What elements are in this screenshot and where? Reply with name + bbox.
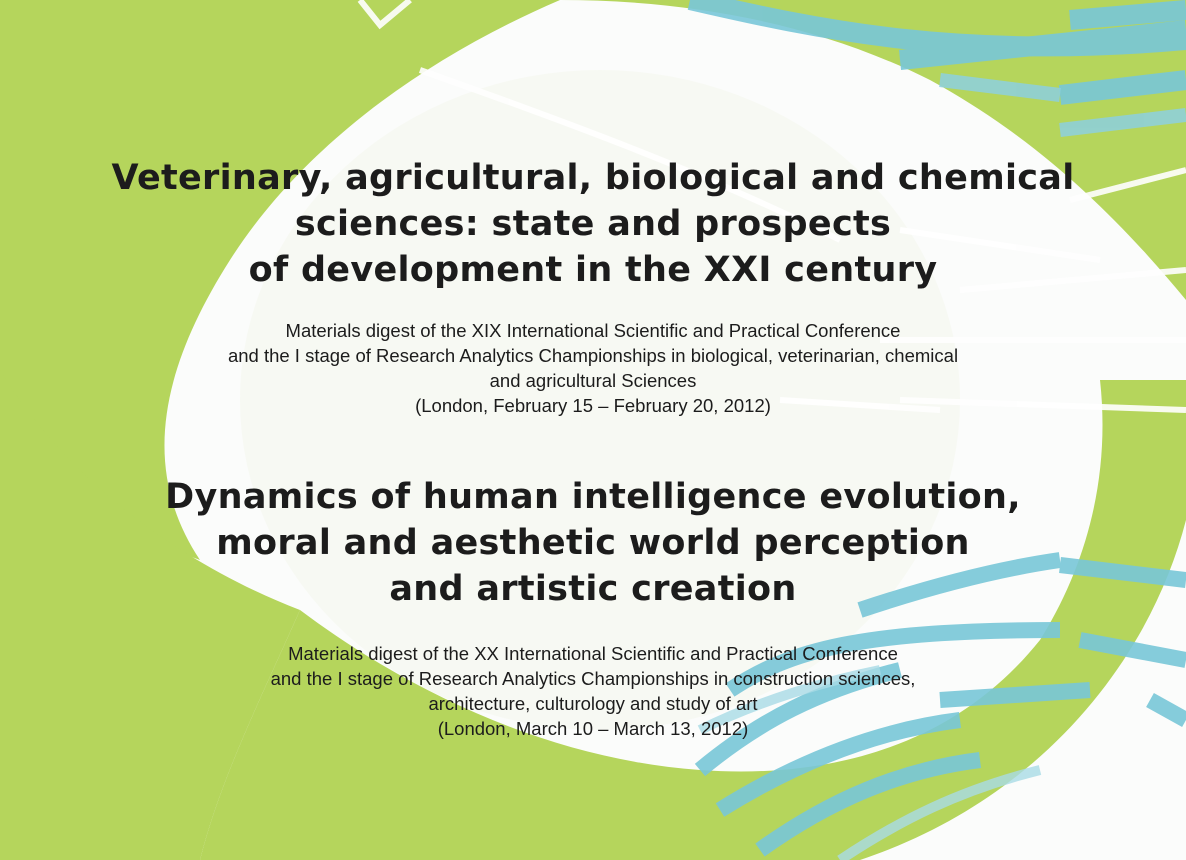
conference-2-digest-line: and the I stage of Research Analytics Championships in construction sciences, xyxy=(270,668,916,689)
conference-2-digest-line: Materials digest of the XX International Scientific and Practical Conference xyxy=(288,643,898,664)
conference-2-title xyxy=(0,474,1186,612)
conference-1-digest-line: and the I stage of Research Analytics Championships in biological, veterinarian, chemical xyxy=(227,345,959,366)
conference-1-title-line: of development in the XXI century xyxy=(248,250,938,290)
conference-1-title-line: sciences: state and prospects xyxy=(294,204,892,244)
conference-1-title-line: Veterinary, agricultural, biological and chemical xyxy=(111,158,1075,198)
conference-1-digest xyxy=(0,318,1186,418)
conference-1-title xyxy=(0,155,1186,293)
conference-2-title-line: and artistic creation xyxy=(389,569,797,609)
conference-1-digest-line: and agricultural Sciences xyxy=(489,370,697,391)
conference-1-dates: (London, February 15 – February 20, 2012) xyxy=(415,395,771,416)
conference-2-digest-line: architecture, culturology and study of art xyxy=(428,693,758,714)
conference-2-title-line: moral and aesthetic world perception xyxy=(216,523,970,563)
conference-2-title-line: Dynamics of human intelligence evolution, xyxy=(165,477,1021,517)
conference-2-dates: (London, March 10 – March 13, 2012) xyxy=(437,718,749,739)
conference-2-digest xyxy=(0,641,1186,741)
conference-1-digest-line: Materials digest of the XIX International Scientific and Practical Conference xyxy=(285,320,901,341)
